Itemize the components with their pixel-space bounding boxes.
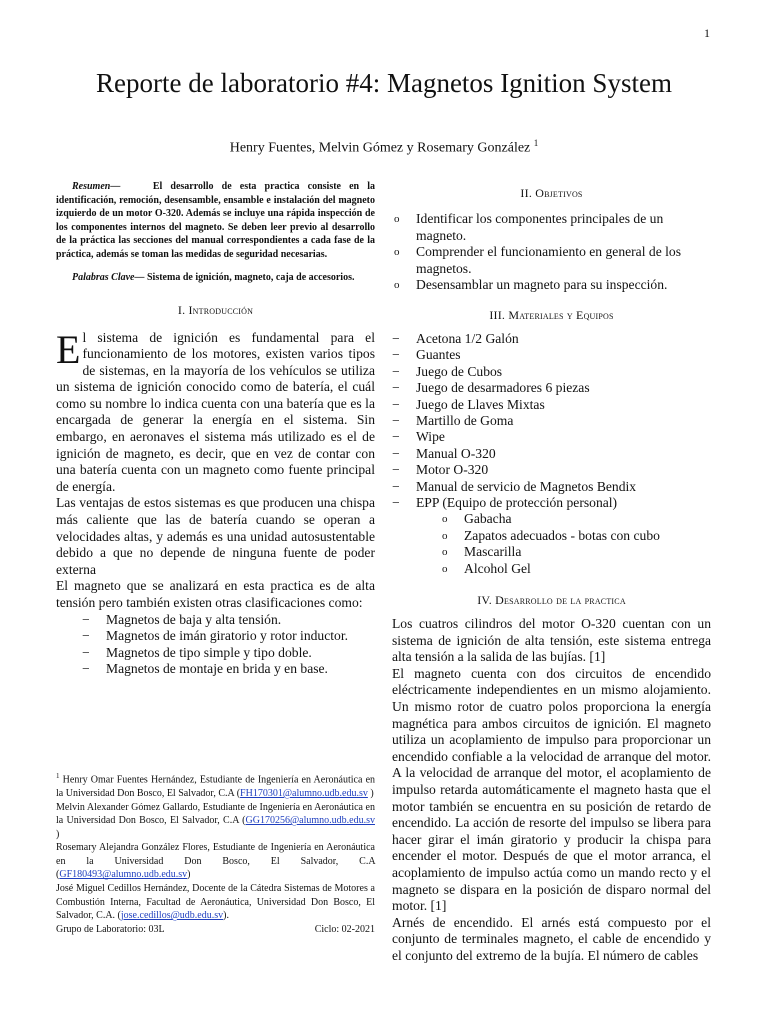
list-item: − Guantes xyxy=(392,347,711,363)
list-item: o Identificar los componentes principales de un magneto. xyxy=(392,211,711,244)
desarrollo-paragraph-1: Los cuatros cilindros del motor O-320 cuentan con un sistema de ignición de alta tensión, este sistema entrega alta tensión a la salida de las bujías. [1] xyxy=(392,616,711,665)
author-footnote-mark: 1 xyxy=(533,138,539,148)
materials-list xyxy=(392,331,711,577)
footnotes xyxy=(56,770,375,936)
desarrollo-paragraph-2: El magneto cuenta con dos circuitos de encendido eléctricamente independientes en un mismo alojamiento. Un mismo rotor de cuatro polos proporciona la energía magnética para ambos circuitos de ignición. El magneto utiliza un acoplamiento de impulso para proporcionar un encendido confiable a la velocidad de arranque del motor. A la velocidad de arranque del motor, el acoplamiento de impulso retarda automáticamente el magneto hasta que el motor también se encuentra en su posición de retardo de encendido. La acción de resorte del impulso se libera para hacer girar el imán giratorio y producir la chispa para encender el motor. Después de que el motor arranca, el acoplamiento de impulso actúa como un mando recto y el magneto se dispara en la posición de disparo normal del motor. [1] xyxy=(392,665,711,914)
list-item: o Zapatos adecuados - botas con cubo xyxy=(440,528,711,544)
list-item: o Mascarilla xyxy=(440,544,711,560)
list-item: − Martillo de Goma xyxy=(392,413,711,429)
list-item: − Magnetos de baja y alta tensión. xyxy=(82,612,375,629)
drop-cap: E xyxy=(56,326,81,372)
intro-paragraph-3: El magneto que se analizará en esta practica es de alta tensión pero también existen otras clasificaciones como: xyxy=(56,578,375,610)
list-item: − Juego de Llaves Mixtas xyxy=(392,397,711,413)
section-heading-desarrollo: IV. Desarrollo de la practica xyxy=(477,593,626,608)
magneto-classification-list xyxy=(56,612,375,678)
keywords-text: Sistema de ignición, magneto, caja de accesorios. xyxy=(147,272,355,283)
footnote-3: Rosemary Alejandra González Flores, Estudiante de Ingeniería en Aeronáutica en la Universidad Don Bosco, El Salvador, C.A (GF180493@alumno.udb.edu.sv) xyxy=(56,842,375,881)
email-link[interactable]: FH170301@alumno.udb.edu.sv xyxy=(240,787,368,799)
footnote-1: $^1$ Henry Omar Fuentes Hernández, Estudiante de Ingeniería en Aeronáutica en la Universidad Don Bosco, El Salvador, C.A (FH170301@alumno.udb.edu.sv ) xyxy=(56,772,376,799)
page-number: 1 xyxy=(704,26,710,40)
section-heading-materiales: III. Materiales y Equipos xyxy=(489,307,614,322)
list-item: − Juego de desarmadores 6 piezas xyxy=(392,380,711,396)
abstract-label: Resumen— xyxy=(72,181,121,192)
list-item: o Comprender el funcionamiento en general de los magnetos. xyxy=(392,244,711,277)
list-item: − Manual de servicio de Magnetos Bendix xyxy=(392,479,711,495)
list-item: − Manual O-320 xyxy=(392,446,711,462)
lab-group: Grupo de Laboratorio: 03L xyxy=(56,923,165,935)
email-link[interactable]: jose.cedillos@udb.edu.sv xyxy=(120,910,224,922)
cycle: Ciclo: 02-2021 xyxy=(314,923,375,935)
list-item: o Alcohol Gel xyxy=(440,561,711,577)
epp-sublist xyxy=(416,511,711,577)
list-item: − Juego de Cubos xyxy=(392,364,711,380)
list-item: − Magnetos de imán giratorio y rotor inductor. xyxy=(82,628,375,645)
list-item: − Motor O-320 xyxy=(392,462,711,478)
footnote-4: José Miguel Cedillos Hernández, Docente de la Cátedra Sistemas de Motores a Combustión Interna, Facultad de Aeronáutica, Universidad Don Bosco, El Salvador, C.A. (jose.cedillos@udb.edu.sv). xyxy=(56,883,375,922)
abstract-text: El desarrollo de esta practica consiste en la identificación, remoción, desensamble, ensamble e instalación del magneto izquierdo de un motor O-320. Además se incluye una rápida inspección de los componentes internos del magneto. Se deben leer previo al desarrollo de la práctica las secciones del manual correspondientes a cada fase de la práctica, además se toman las medidas de seguridad necesarias. xyxy=(56,181,376,260)
abstract xyxy=(56,180,375,261)
list-item: − Magnetos de montaje en brida y en base. xyxy=(82,661,375,678)
keywords xyxy=(56,271,375,285)
list-item: − Wipe xyxy=(392,429,711,445)
list-item: o Gabacha xyxy=(440,511,711,527)
right-column xyxy=(392,180,711,965)
list-item: o Desensamblar un magneto para su inspección. xyxy=(392,277,711,294)
list-item: − Magnetos de tipo simple y tipo doble. xyxy=(82,645,375,662)
section-heading-intro: I. Introducción xyxy=(177,302,254,317)
keywords-label: Palabras Clave— xyxy=(72,272,145,283)
section-heading-objetivos: II. Objetivos xyxy=(520,186,583,200)
left-column xyxy=(56,180,375,678)
desarrollo-paragraph-3: Arnés de encendido. El arnés está compuesto por el conjunto de terminales magneto, el cable de encendido y el conjunto del extremo de la bujía. El número de cables xyxy=(392,914,711,963)
email-link[interactable]: GG170256@alumno.udb.edu.sv xyxy=(245,815,375,827)
objectives-list xyxy=(392,211,711,294)
lab-group-line xyxy=(56,923,375,937)
author-line xyxy=(80,138,688,157)
author-names: Henry Fuentes, Melvin Gómez y Rosemary González xyxy=(229,140,531,156)
intro-paragraph-2: Las ventajas de estos sistemas es que producen una chispa más caliente que las de batería cuando se operan a velocidades altas, y además es una unidad autosustentable debido a que no depende de ninguna fuente de poder externa xyxy=(56,495,375,577)
footnote-2: Melvin Alexander Gómez Gallardo, Estudiante de Ingeniería en Aeronáutica en la Universidad Don Bosco, El Salvador, C.A (GG170256@alumno.udb.edu.sv ) xyxy=(56,801,375,840)
list-item: − Acetona 1/2 Galón xyxy=(392,331,711,347)
intro-paragraph-1: El sistema de ignición es fundamental para el funcionamiento de los motores, existen varios tipos de sistemas, en la mayoría de los vehículos se utiliza un sistema de ignición conocido como de batería, el cuál como su nombre lo indica cuenta con una batería que es la encargada de generar la energía en el sistema. Sin embargo, en aeronaves el sistema más utilizado es el de ignición de magneto, es decir, que en vez de contar con una batería cuenta con un magneto como fuente principal de energía. xyxy=(56,326,375,494)
email-link[interactable]: GF180493@alumno.udb.edu.sv xyxy=(59,869,188,881)
paper-title: Reporte de laboratorio #4: Magnetos Ignition System xyxy=(96,68,672,98)
list-item: − EPP (Equipo de protección personal) o Gabacha o Zapatos adecuados - botas con cubo o Mascarilla o Alcohol Gel xyxy=(392,495,711,577)
